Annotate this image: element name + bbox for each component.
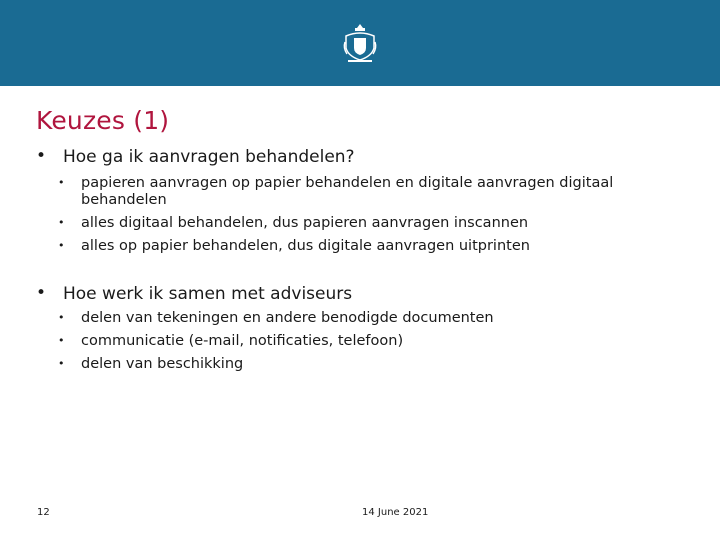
bullet-icon: • (36, 283, 47, 303)
footer-date: 14 June 2021 (362, 507, 429, 518)
bullet-icon: • (58, 216, 65, 229)
list-item-text: alles op papier behandelen, dus digitale aanvragen uitprinten (81, 238, 530, 254)
bullet-icon: • (58, 176, 65, 189)
bullet-icon: • (36, 146, 47, 166)
page-number: 12 (37, 507, 50, 518)
section-heading-text: Hoe werk ik samen met adviseurs (63, 284, 353, 304)
list-item-text: alles digitaal behandelen, dus papieren aanvragen inscannen (81, 215, 529, 231)
bullet-icon: • (58, 357, 65, 370)
list-item-text: communicatie (e-mail, notificaties, telefoon) (81, 333, 404, 349)
list-item-text: papieren aanvragen op papier behandelen en digitale aanvragen digitaal (81, 175, 614, 191)
bullet-icon: • (58, 239, 65, 252)
coat-of-arms-icon (342, 22, 378, 66)
section-heading-text: Hoe ga ik aanvragen behandelen? (63, 147, 355, 167)
list-item-text: behandelen (81, 192, 167, 208)
header-bar (0, 0, 720, 86)
list-item-text: delen van tekeningen en andere benodigde documenten (81, 310, 494, 326)
slide-title: Keuzes (1) (36, 106, 170, 135)
list-item-text: delen van beschikking (81, 356, 244, 372)
bullet-icon: • (58, 334, 65, 347)
bullet-icon: • (58, 311, 65, 324)
